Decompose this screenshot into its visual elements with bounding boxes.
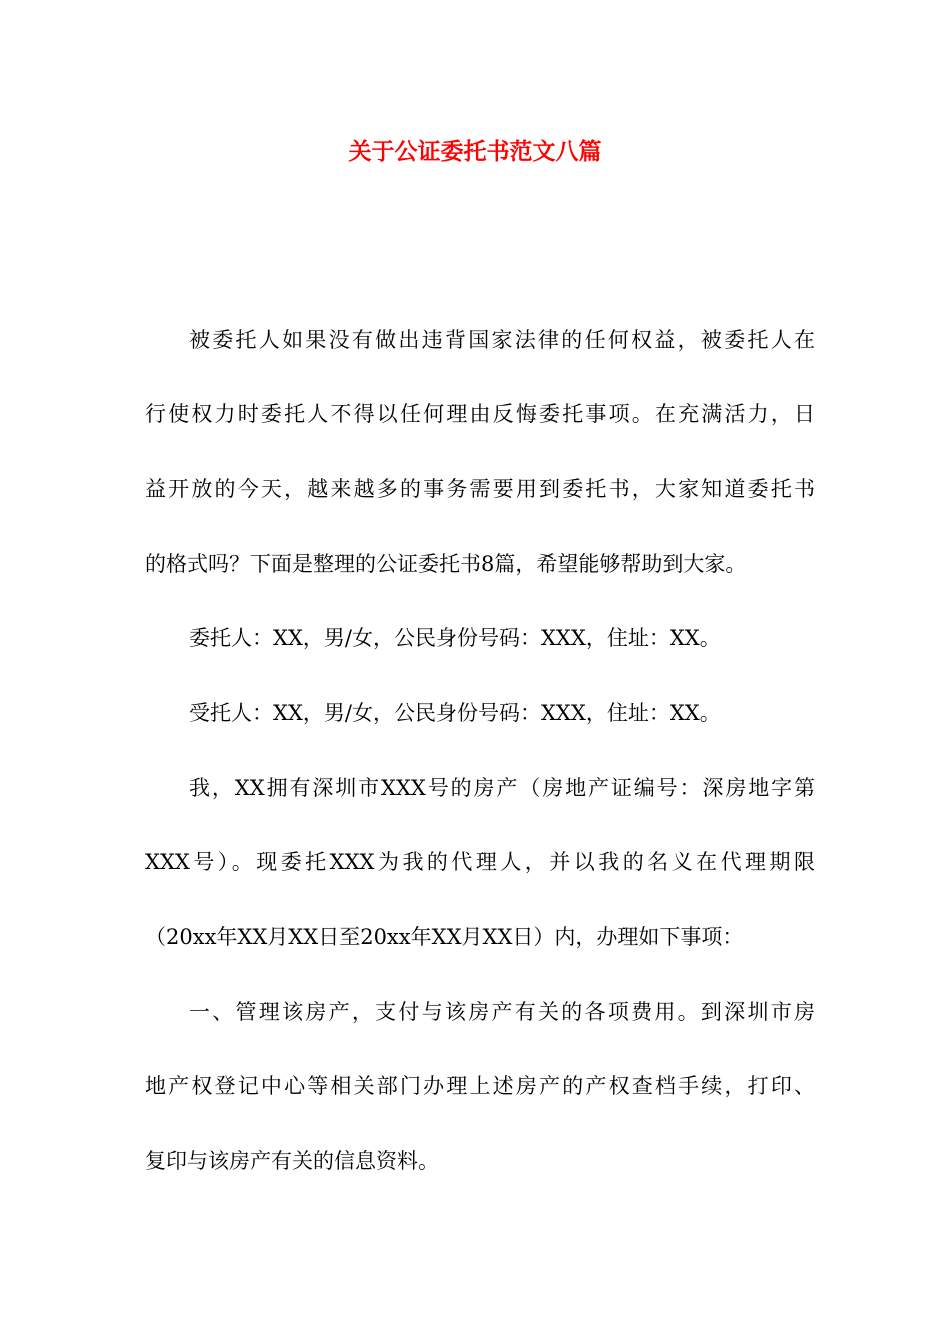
- paragraph-3-line-3: 复印与该房产有关的信息资料。: [145, 1149, 439, 1173]
- paragraph-1-line-4: 的格式吗？下面是整理的公证委托书8篇，希望能够帮助到大家。: [145, 552, 747, 576]
- paragraph-1-line-2: 行使权力时委托人不得以任何理由反悔委托事项。在充满活力，日: [145, 402, 815, 426]
- paragraph-2-line-2: XXX号）。现委托XXX为我的代理人，并以我的名义在代理期限: [145, 850, 815, 874]
- document-title: 关于公证委托书范文八篇: [348, 139, 602, 165]
- paragraph-2-line-1: 我，XX拥有深圳市XXX号的房产（房地产证编号：深房地字第: [189, 776, 815, 800]
- paragraph-2-line-3: （20xx年XX月XX日至20xx年XX月XX日）内，办理如下事项：: [145, 925, 744, 949]
- paragraph-3-line-2: 地产权登记中心等相关部门办理上述房产的产权查档手续，打印、: [145, 1074, 815, 1098]
- principal-line: 委托人：XX，男/女，公民身份号码：XXX，住址：XX。: [189, 626, 721, 650]
- agent-line: 受托人：XX，男/女，公民身份号码：XXX，住址：XX。: [189, 701, 721, 725]
- paragraph-1-line-3: 益开放的今天，越来越多的事务需要用到委托书，大家知道委托书: [145, 477, 815, 501]
- paragraph-1-line-1: 被委托人如果没有做出违背国家法律的任何权益，被委托人在: [189, 328, 815, 352]
- paragraph-3-line-1: 一、管理该房产，支付与该房产有关的各项费用。到深圳市房: [189, 1000, 815, 1024]
